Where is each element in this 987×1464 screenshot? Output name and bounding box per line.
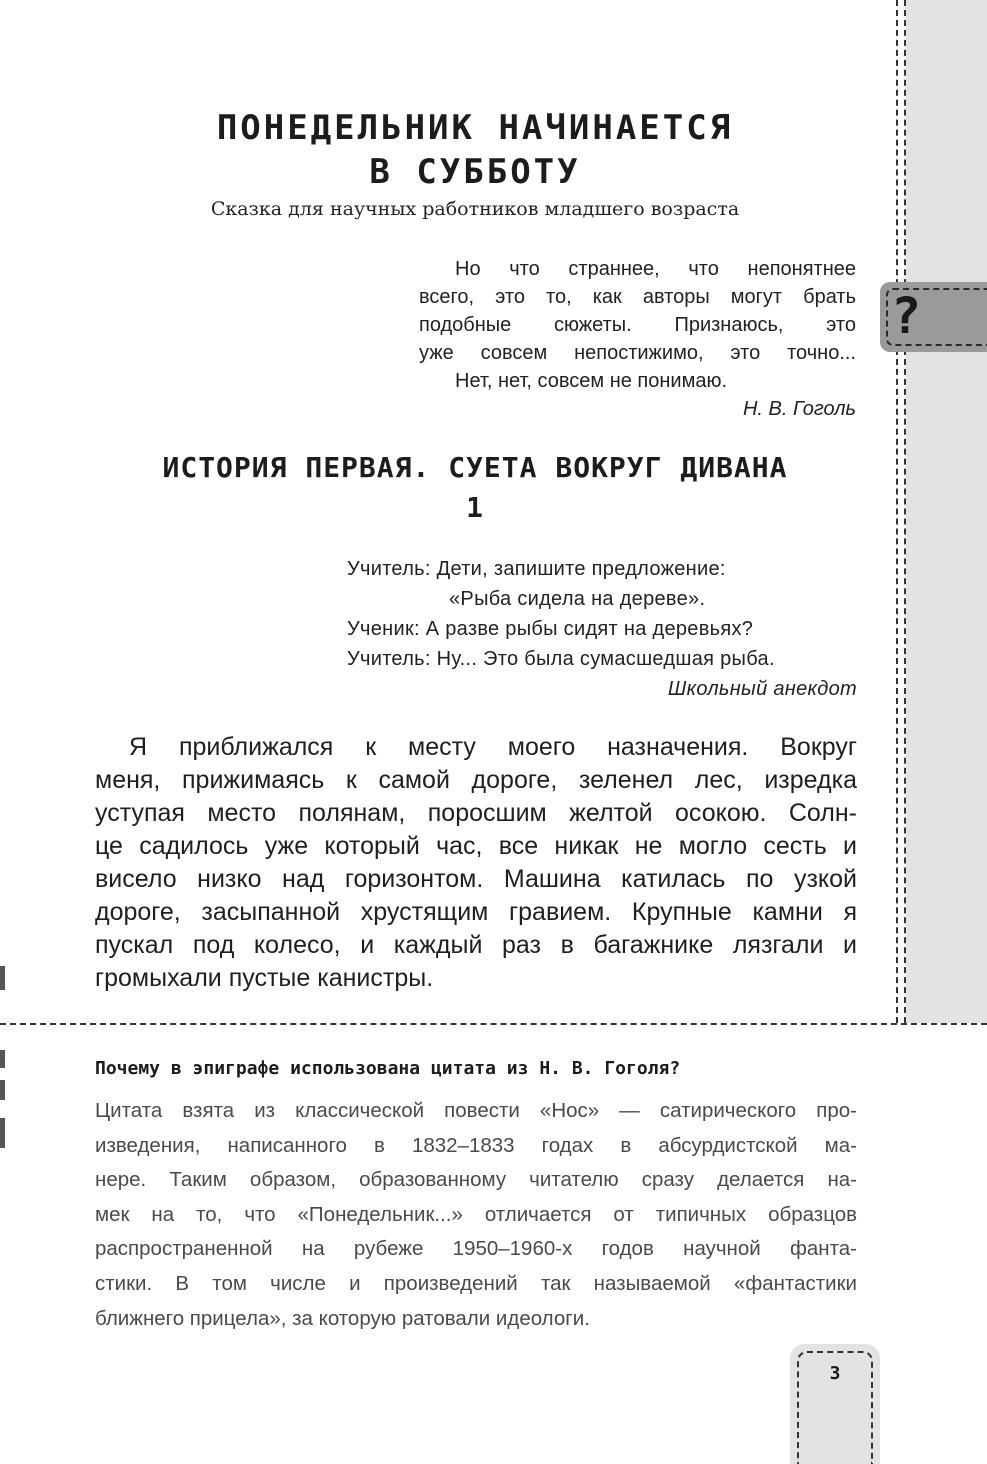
epigraph-line: Учитель: Ну... Это была сумасшедшая рыба. xyxy=(347,648,775,670)
answer-line: мек на то, что «Понедельник...» отличается от типичных образцов xyxy=(95,1202,857,1226)
epigraph-anecdote xyxy=(347,554,857,704)
body-line: громыхали пустые канистры. xyxy=(95,964,434,992)
dashed-divider-vertical-inner xyxy=(904,0,906,1023)
epigraph-line: Учитель: Дети, запишите предложение: xyxy=(347,558,726,580)
body-line: пускал под колесо, и каждый раз в багажнике лязгали и xyxy=(95,931,857,959)
body-line: меня, прижимаясь к самой дороге, зеленел лес, изредка xyxy=(95,766,857,794)
question-mark-icon: ? xyxy=(890,287,922,345)
epigraph-line: Нет, нет, совсем не понимаю. xyxy=(455,370,728,392)
epigraph-line: Но что страннее, что непонятнее xyxy=(455,258,856,280)
body-paragraph xyxy=(95,731,857,995)
book-title xyxy=(100,106,850,194)
book-title-line-2: В СУББОТУ xyxy=(369,152,581,192)
book-title-line-1: ПОНЕДЕЛЬНИК НАЧИНАЕТСЯ xyxy=(216,108,734,148)
epigraph-line: всего, это то, как авторы могут брать xyxy=(419,286,856,308)
answer-line: стики. В том числе и произведений так называемой «фантастики xyxy=(95,1271,857,1295)
page-number: 3 xyxy=(829,1363,841,1384)
epigraph-line: Ученик: А разве рыбы сидят на деревьях? xyxy=(347,618,754,640)
answer-line: ближнего прицела», за которую ратовали идеологи. xyxy=(95,1306,590,1330)
binding-mark xyxy=(0,1050,5,1068)
body-line: дороге, засыпанной хрустящим гравием. Крупные камни я xyxy=(95,898,857,926)
sidebar-answer xyxy=(95,1094,857,1336)
epigraph-line: «Рыба сидела на дереве». xyxy=(449,588,706,610)
answer-line: Цитата взята из классической повести «Нос» — сатирического про- xyxy=(95,1099,857,1122)
chapter-title: ИСТОРИЯ ПЕРВАЯ. СУЕТА ВОКРУГ ДИВАНА xyxy=(162,451,788,484)
book-subtitle: Сказка для научных работников младшего возраста xyxy=(210,198,740,220)
binding-mark xyxy=(0,1118,5,1148)
side-margin-band xyxy=(906,0,987,1023)
sidebar-question: Почему в эпиграфе использована цитата из Н. В. Гоголя? xyxy=(95,1058,681,1079)
binding-mark xyxy=(0,966,5,990)
body-line: висело низко над горизонтом. Машина катилась по узкой xyxy=(95,865,857,893)
chapter-heading xyxy=(100,448,850,528)
binding-mark xyxy=(0,1080,5,1100)
answer-line: нере. Таким образом, образованному читателю сразу делается на- xyxy=(95,1168,857,1192)
epigraph-line: уже совсем непостижимо, это точно... xyxy=(419,342,856,364)
epigraph-source: Школьный анекдот xyxy=(667,678,857,700)
answer-line: изведения, написанного в 1832–1833 годах в абсурдистской ма- xyxy=(95,1133,857,1157)
epigraph-gogol xyxy=(419,255,856,423)
epigraph-author: Н. В. Гоголь xyxy=(742,398,856,420)
body-line: це садилось уже который час, все никак не могло сесть и xyxy=(95,832,857,860)
section-number: 1 xyxy=(466,491,484,524)
answer-line: распространенной на рубеже 1950–1960-х годов научной фанта- xyxy=(95,1237,857,1261)
dashed-divider-horizontal xyxy=(0,1023,987,1025)
body-line: Я приближался к месту моего назначения. Вокруг xyxy=(129,733,857,761)
dashed-divider-vertical xyxy=(896,0,898,1023)
body-line: уступая место полянам, поросшим желтой осокою. Солн- xyxy=(95,799,857,827)
epigraph-line: подобные сюжеты. Признаюсь, это xyxy=(419,314,856,336)
